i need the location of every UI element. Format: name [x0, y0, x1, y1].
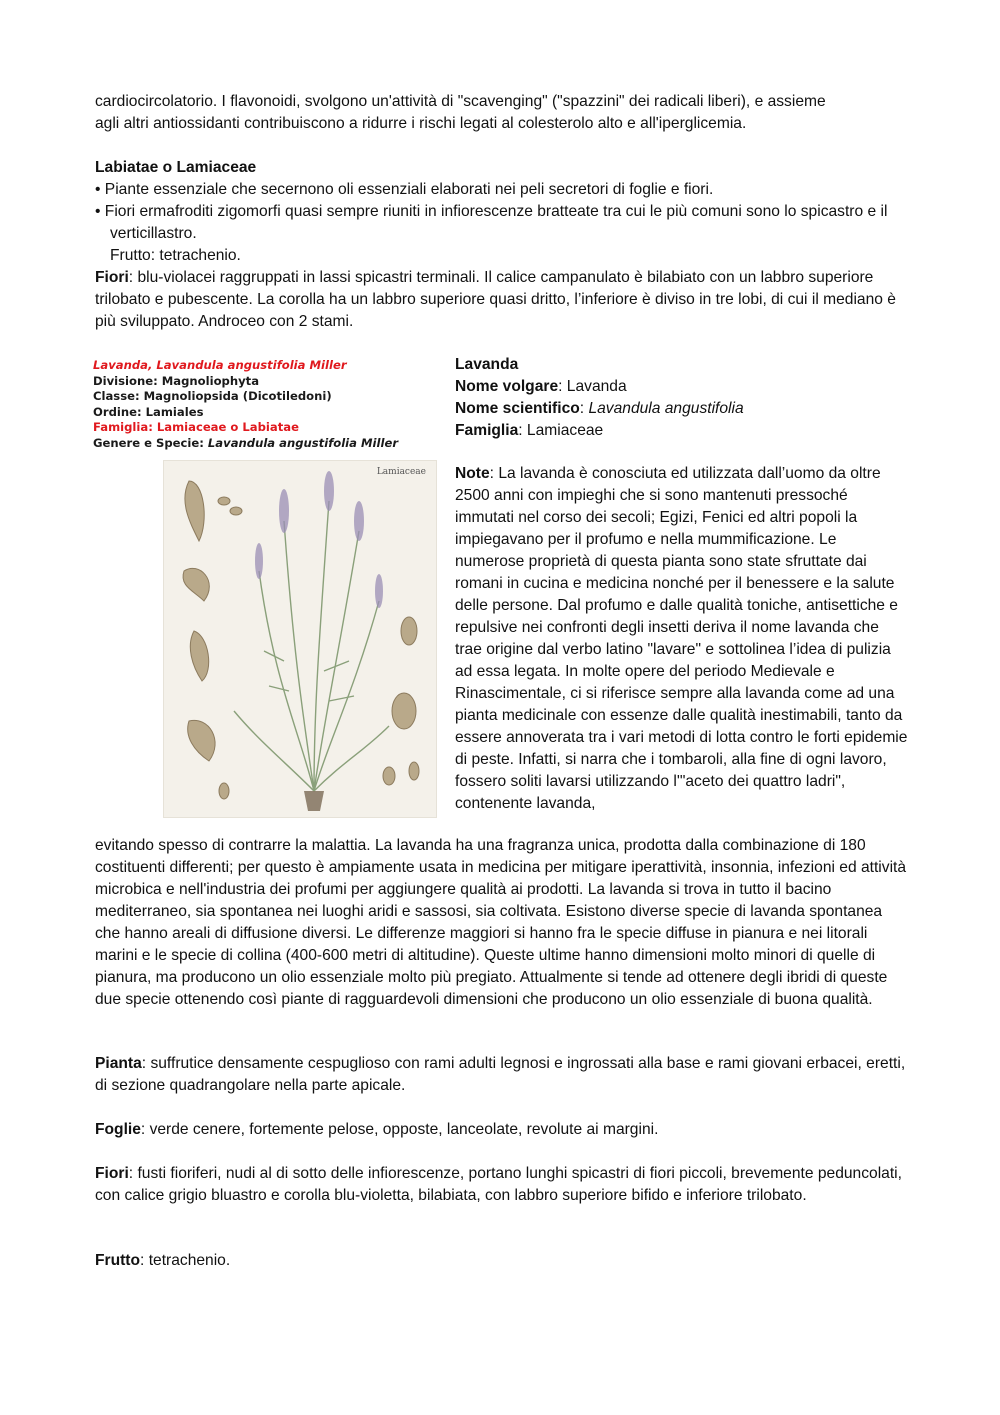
note-continued-text: evitando spesso di contrarre la malattia. La lavanda ha una fragranza unica, prodotta dalla combinazione di 180 costituenti differenti; per questo è ampiamente usata in medicina per mitigare iperattività, insonnia, infezioni ed attività microbica e nell'industria dei profumi per aggiungere qualità ai prodotti. La lavanda si trova in tutto il bacino mediterraneo, sia spontanea nei luoghi aridi e sassosi, sia coltivata. Esistono diverse specie di lavanda spontanea che hanno areali di diffusione diversi. Le differenze maggiori si hanno fra le specie diffuse in pianura e nei litorali marini e le specie di collina (400-600 metri di altitudine). Queste ultime hanno dimensioni molto minori di quelle di pianura, ma producono un olio essenziale molto più pregiato. Attualmente si tende ad ottenere degli ibridi di queste due specie ottenendo così piante di ragguardevoli dimensioni che producono un olio essenziale di buona qualità.	[95, 837, 907, 1008]
fiori-paragraph	[95, 267, 910, 333]
foglie-label: Foglie	[95, 1121, 141, 1138]
famiglia-label: Famiglia	[455, 422, 519, 439]
note-text	[455, 463, 910, 815]
intro-paragraph	[95, 91, 910, 135]
intro-line: agli altri antiossidanti contribuiscono a ridurre i rischi legati al colesterolo alto e all'iperglicemia.	[95, 115, 747, 132]
fiori-lavanda-paragraph	[95, 1163, 910, 1207]
bullet-item: • Fiori ermafroditi zigomorfi quasi sempre riuniti in infiorescenze bratteate tra cui le più comuni sono lo spicastro e il verticillastro.	[95, 203, 888, 242]
pianta-paragraph	[95, 1053, 910, 1097]
pianta-text	[95, 1053, 910, 1097]
nome-volgare-label: Nome volgare	[455, 378, 559, 395]
fiori-lavanda-text	[95, 1163, 910, 1207]
pianta-body: : suffrutice densamente cespuglioso con rami adulti legnosi e ingrossati alla base e rami giovani erbacei, eretti, di sezione quadrangolare nella parte apicale.	[95, 1055, 906, 1094]
botanical-illustration	[163, 460, 437, 818]
nome-volgare-value: : Lavanda	[558, 378, 627, 395]
nome-scientifico-row	[455, 398, 910, 420]
frutto-text	[95, 1250, 910, 1272]
fiori-label: Fiori	[95, 269, 129, 286]
note-body: : La lavanda è conosciuta ed utilizzata dall’uomo da oltre 2500 anni con impieghi che si sono mantenuti pressoché immutati nel corso dei secoli; Egizi, Fenici ed altri popoli la impiegavano per il profumo e nella mummificazione. Le numerose proprietà di questa pianta sono state sfruttate dai romani in cucina e medicina nonché per il benessere e la salute delle persone. Dal profumo e dalle qualità toniche, antisettiche e repulsive nei confronti degli insetti deriva il nome lavanda che trae origine dal verbo latino "lavare" e sottolinea l’idea di pulizia ad essa legata. In molte opere del periodo Medievale e Rinascimentale, ci si riferisce sempre alla lavanda come ad una pianta medicinale con essenze dalle qualità inestimabili, tanto da essere annoverata tra i vari metodi di lotta contro le forti epidemie di peste. Infatti, si narra che i tombaroli, alla fine di ogni lavoro, fossero soliti lavarsi utilizzando l'"aceto dei quattro ladri", contenente lavanda,	[455, 465, 908, 812]
bullet-item: • Piante essenziale che secernono oli essenziali elaborati nei peli secretori di foglie e fiori.	[95, 181, 714, 198]
nome-volgare-row	[455, 376, 910, 398]
taxonomy-class: Classe: Magnoliopsida (Dicotiledoni)	[93, 389, 332, 403]
taxonomy-box	[93, 358, 433, 451]
taxonomy-species	[93, 436, 433, 452]
lavanda-title: Lavanda	[455, 356, 519, 373]
labiatae-section	[95, 157, 910, 333]
taxonomy-order: Ordine: Lamiales	[93, 404, 204, 419]
note-label: Note	[455, 465, 490, 482]
intro-line: cardiocircolatorio. I flavonoidi, svolgono un'attività di "scavenging" ("spazzini" dei radicali liberi), e assieme	[95, 93, 826, 110]
fiori-lavanda-label: Fiori	[95, 1165, 129, 1182]
lavender-drawing	[164, 461, 436, 817]
foglie-text	[95, 1119, 910, 1141]
famiglia-value: : Lamiaceae	[518, 422, 604, 439]
fiori-lavanda-body: : fusti fioriferi, nudi al di sotto delle infiorescenze, portano lunghi spicastri di fiori piccoli, brevemente peduncolati, con calice grigio bluastro e corolla blu-violetta, bilabiata, con labbro superiore bifido e inferiore trilobato.	[95, 1165, 902, 1204]
note-continuation	[95, 835, 910, 1011]
note-paragraph	[455, 463, 910, 815]
foglie-body: : verde cenere, fortemente pelose, opposte, lanceolate, revolute ai margini.	[140, 1121, 659, 1138]
nome-scientifico-sep: :	[579, 400, 589, 417]
nome-scientifico-label: Nome scientifico	[455, 400, 580, 417]
frutto-body: : tetrachenio.	[140, 1252, 231, 1269]
pianta-label: Pianta	[95, 1055, 142, 1072]
section-heading: Labiatae o Lamiaceae	[95, 159, 257, 176]
taxonomy-family: Famiglia: Lamiaceae o Labiatae	[93, 420, 299, 434]
frutto-paragraph	[95, 1250, 910, 1272]
foglie-paragraph	[95, 1119, 910, 1141]
taxonomy-title	[93, 358, 433, 374]
fiori-text: : blu-violacei raggruppati in lassi spicastri terminali. Il calice campanulato è bilabiato con un labbro superiore trilobato e pubescente. La corolla ha un labbro superiore quasi dritto, l’inferiore è diviso in tre lobi, di cui il mediano è più sviluppato. Androceo con 2 stami.	[95, 269, 896, 330]
taxonomy-species-label: Genere e Specie:	[93, 435, 208, 450]
famiglia-row	[455, 420, 910, 442]
bullet-item: Frutto: tetrachenio.	[110, 247, 241, 264]
taxonomy-species-value: Lavandula angustifolia Miller	[207, 435, 399, 450]
nome-scientifico-value: Lavandula angustifolia	[588, 400, 744, 417]
taxonomy-division: Divisione: Magnoliophyta	[93, 373, 260, 388]
taxonomy-title-text: Lavanda, Lavandula angustifolia Miller	[93, 358, 347, 372]
plate-label: Lamiaceae	[376, 467, 426, 477]
frutto-label: Frutto	[95, 1252, 141, 1269]
lavanda-header	[455, 354, 910, 442]
